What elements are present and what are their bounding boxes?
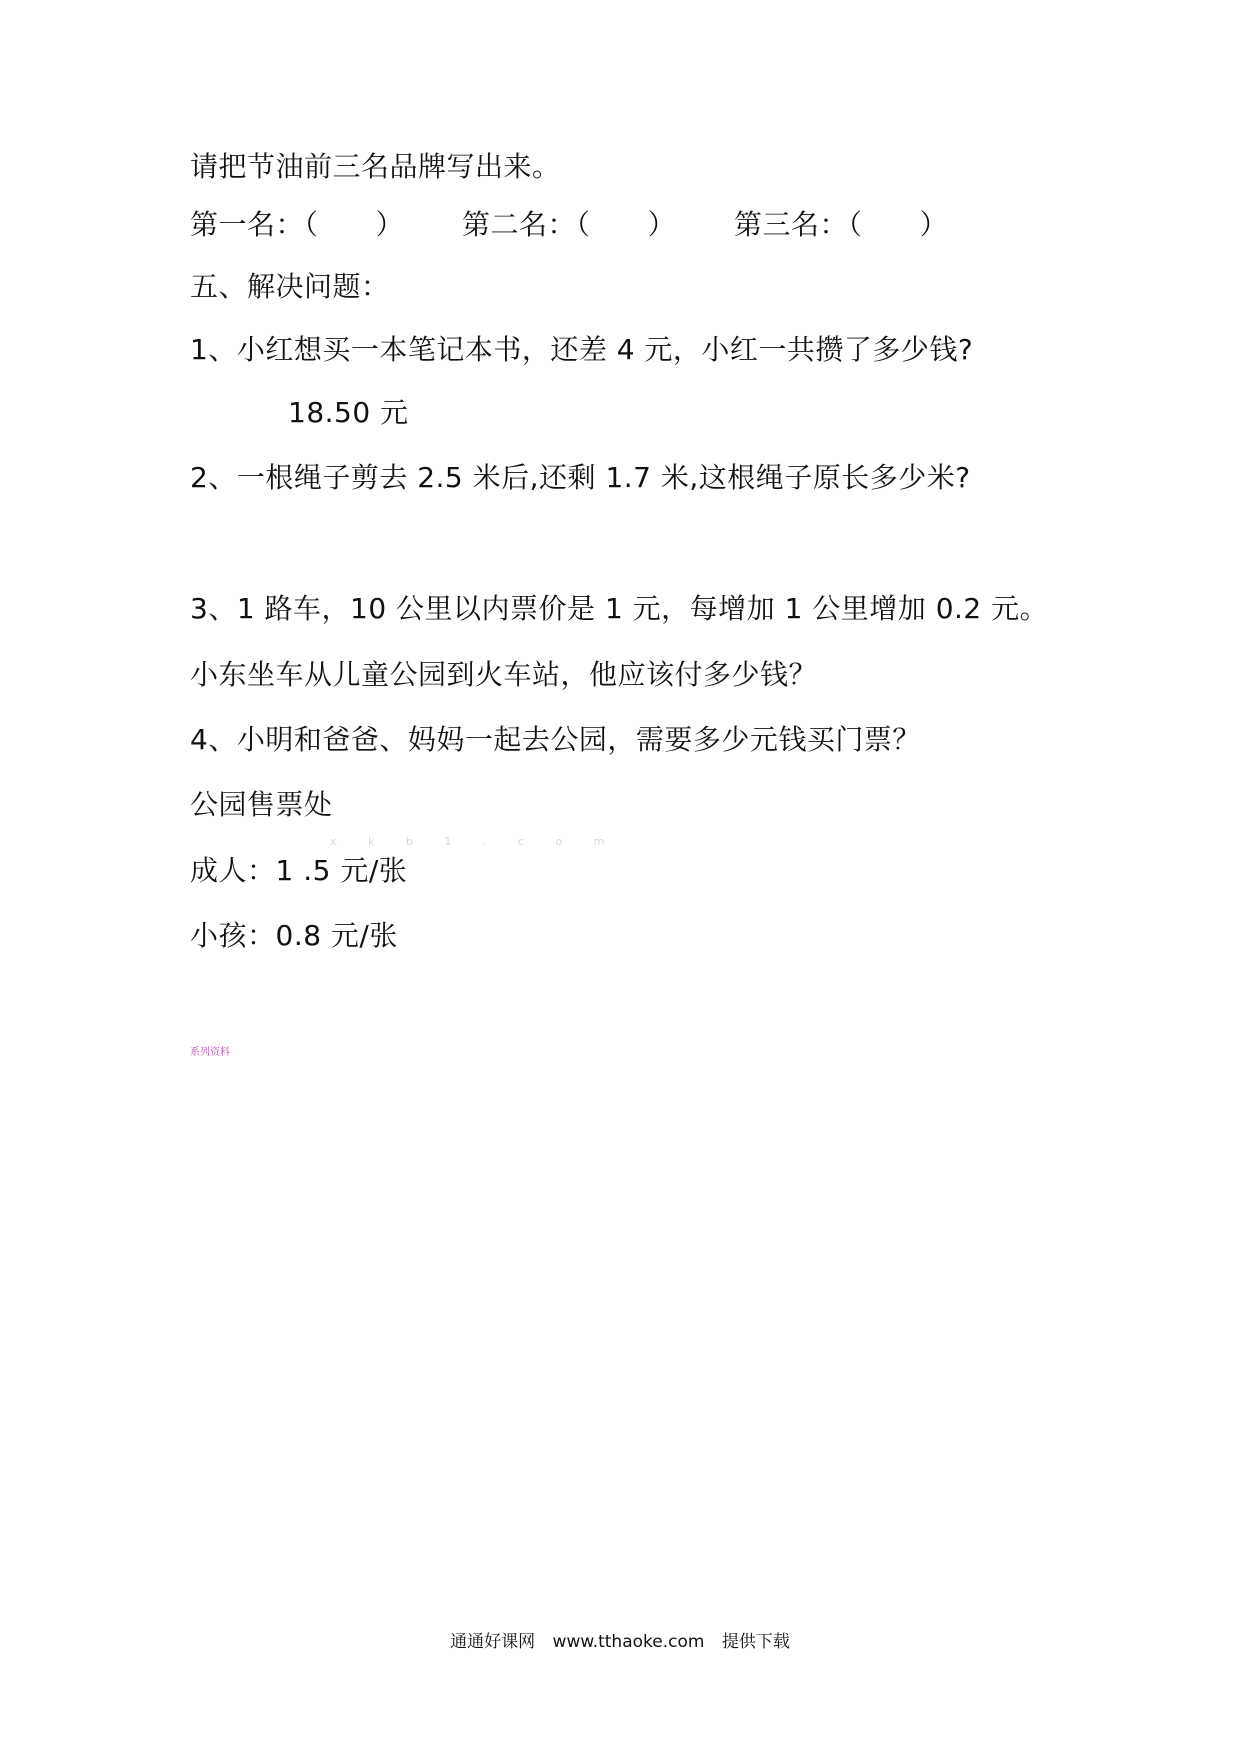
child-ticket-price: 小孩：0.8 元/张 — [190, 919, 398, 952]
faint-watermark: x k b 1 . c o m — [330, 835, 619, 848]
footer-url: www.tthaoke.com — [552, 1632, 705, 1652]
section-title: 五、解决问题： — [190, 270, 390, 303]
adult-ticket-price: 成人：1 .5 元/张 — [190, 854, 408, 887]
ticket-office-label: 公园售票处 — [190, 788, 333, 821]
intro-instruction: 请把节油前三名品牌写出来。 — [190, 150, 561, 183]
question-1-detail: 18.50 元 — [288, 396, 409, 429]
rank-first-blank: 第一名：（ ） — [190, 208, 405, 241]
series-note: 系列资料 — [190, 1047, 230, 1058]
rank-second-blank: 第二名：（ ） — [462, 208, 677, 241]
page-footer — [0, 1630, 1240, 1654]
footer-action: 提供下载 — [721, 1632, 790, 1652]
rank-third-blank: 第三名：（ ） — [734, 208, 949, 241]
question-3-line-1: 3、1 路车，10 公里以内票价是 1 元，每增加 1 公里增加 0.2 元。 — [190, 592, 1049, 625]
rank-answer-row — [190, 205, 948, 245]
question-4: 4、小明和爸爸、妈妈一起去公园，需要多少元钱买门票？ — [190, 723, 921, 756]
question-1: 1、小红想买一本笔记本书，还差 4 元，小红一共攒了多少钱? — [190, 333, 974, 366]
question-3-line-2: 小东坐车从儿童公园到火车站，他应该付多少钱？ — [190, 658, 818, 691]
footer-site-name: 通通好课网 — [450, 1632, 536, 1652]
question-2: 2、一根绳子剪去 2.5 米后,还剩 1.7 米,这根绳子原长多少米? — [190, 461, 971, 494]
